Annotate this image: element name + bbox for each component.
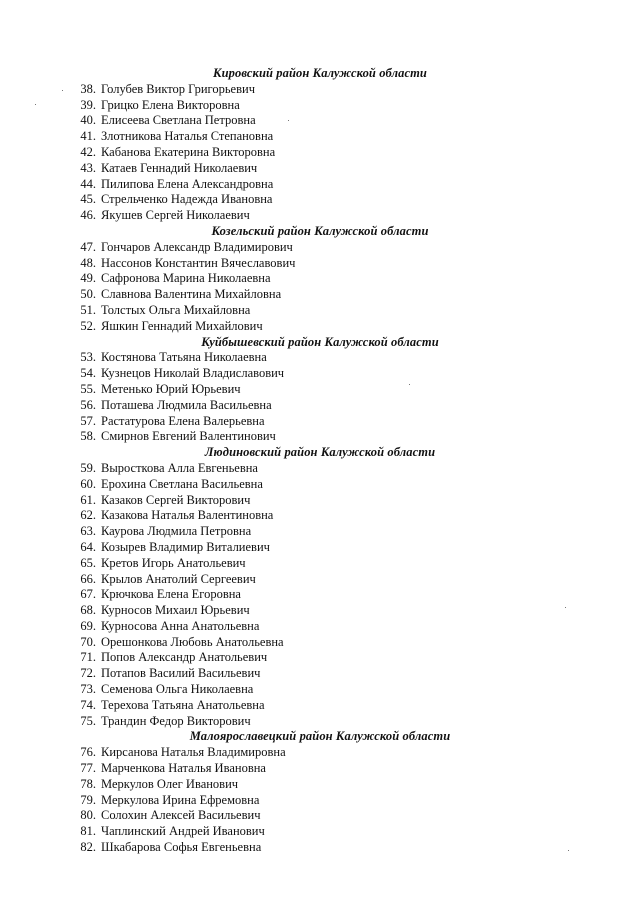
list-item [0,303,640,319]
list-item [0,287,640,303]
person-name: Попов Александр Анатольевич [101,650,268,665]
list-item [0,350,640,366]
list-item [0,493,640,509]
item-number: 80. [80,808,96,823]
list-item [0,319,640,335]
person-name: Нассонов Константин Вячеславович [101,255,296,270]
item-number: 47. [80,239,96,254]
item-number: 51. [80,302,96,317]
list-item [0,603,640,619]
person-name: Меркулов Олег Иванович [101,776,239,791]
item-number: 79. [80,792,96,807]
item-number: 52. [80,318,96,333]
person-name: Терехова Татьяна Анатольевна [101,697,265,712]
item-number: 61. [80,492,96,507]
person-name: Ерохина Светлана Васильевна [101,476,263,491]
item-number: 68. [80,603,96,618]
list-item [0,461,640,477]
person-name: Семенова Ольга Николаевна [101,682,254,697]
section-heading: Козельский район Калужской области [211,223,429,238]
item-number: 63. [80,524,96,539]
list-item [0,777,640,793]
person-name: Пилипова Елена Александровна [101,176,274,191]
list-item [0,635,640,651]
item-number: 39. [80,97,96,112]
item-number: 66. [80,571,96,586]
person-name: Толстых Ольга Михайловна [101,302,251,317]
item-number: 50. [80,287,96,302]
person-name: Шкабарова Софья Евгеньевна [101,840,262,855]
list-item [0,793,640,809]
item-number: 75. [80,713,96,728]
item-number: 77. [80,761,96,776]
person-name: Сафронова Марина Николаевна [101,271,271,286]
scan-speck [35,104,36,105]
person-name: Курносов Михаил Юрьевич [101,603,250,618]
item-number: 70. [80,634,96,649]
list-item [0,824,640,840]
person-name: Костянова Татьяна Николаевна [101,350,267,365]
item-number: 55. [80,381,96,396]
item-number: 71. [80,650,96,665]
list-item [0,256,640,272]
item-number: 44. [80,176,96,191]
item-number: 60. [80,476,96,491]
person-name: Марченкова Наталья Ивановна [101,761,266,776]
person-name: Орешонкова Любовь Анатольевна [101,634,284,649]
person-name: Катаев Геннадий Николаевич [101,160,258,175]
list-item [0,714,640,730]
list-item [0,745,640,761]
list-item [0,619,640,635]
scan-speck [568,850,569,851]
person-name: Кузнецов Николай Владиславович [101,366,285,381]
person-name: Крючкова Елена Егоровна [101,587,241,602]
item-number: 72. [80,666,96,681]
item-number: 74. [80,697,96,712]
list-item [0,587,640,603]
item-number: 58. [80,429,96,444]
item-number: 43. [80,160,96,175]
person-name: Злотникова Наталья Степановна [101,129,274,144]
item-number: 76. [80,745,96,760]
item-number: 54. [80,366,96,381]
person-name: Славнова Валентина Михайловна [101,287,282,302]
list-item [0,82,640,98]
scan-speck [62,90,63,91]
list-item [0,840,640,856]
person-name: Трандин Федор Викторович [101,713,251,728]
person-name: Поташева Людмила Васильевна [101,397,272,412]
person-name: Кретов Игорь Анатольевич [101,555,246,570]
list-item [0,682,640,698]
item-number: 45. [80,192,96,207]
list-item [0,366,640,382]
list-item [0,761,640,777]
person-name: Яшкин Геннадий Михайлович [101,318,263,333]
scan-speck [288,120,289,121]
list-item [0,382,640,398]
item-number: 67. [80,587,96,602]
person-name: Грицко Елена Викторовна [101,97,240,112]
person-name: Смирнов Евгений Валентинович [101,429,276,444]
person-name: Курносова Анна Анатольевна [101,618,260,633]
person-name: Козырев Владимир Виталиевич [101,539,270,554]
list-item [0,161,640,177]
item-number: 57. [80,413,96,428]
person-name: Потапов Василий Васильевич [101,666,261,681]
item-number: 53. [80,350,96,365]
person-name: Гончаров Александр Владимирович [101,239,293,254]
list-item [0,556,640,572]
person-name: Меркулова Ирина Ефремовна [101,792,260,807]
item-number: 65. [80,555,96,570]
item-number: 69. [80,618,96,633]
person-name: Голубев Виктор Григорьевич [101,81,255,96]
person-name: Кабанова Екатерина Викторовна [101,144,276,159]
item-number: 38. [80,81,96,96]
person-name: Стрельченко Надежда Ивановна [101,192,273,207]
list-item [0,129,640,145]
item-number: 78. [80,776,96,791]
person-name: Казакова Наталья Валентиновна [101,508,274,523]
item-number: 40. [80,113,96,128]
list-item [0,572,640,588]
person-name: Чаплинский Андрей Иванович [101,824,265,839]
list-item [0,414,640,430]
list-item [0,208,640,224]
document-page [0,66,640,856]
scan-speck [565,607,566,608]
person-name: Якушев Сергей Николаевич [101,208,250,223]
item-number: 62. [80,508,96,523]
person-name: Каурова Людмила Петровна [101,524,252,539]
list-item [0,271,640,287]
person-name: Крылов Анатолий Сергеевич [101,571,256,586]
person-name: Казаков Сергей Викторович [101,492,251,507]
list-item [0,192,640,208]
item-number: 49. [80,271,96,286]
section-heading: Малоярославецкий район Калужской области [189,729,451,744]
list-item [0,477,640,493]
person-name: Выросткова Алла Евгеньевна [101,460,258,475]
list-item [0,698,640,714]
section-heading: Кировский район Калужской области [213,66,427,80]
person-name: Кирсанова Наталья Владимировна [101,745,286,760]
item-number: 42. [80,144,96,159]
list-item [0,240,640,256]
list-item [0,398,640,414]
person-name: Елисеева Светлана Петровна [101,113,256,128]
item-number: 81. [80,824,96,839]
item-number: 59. [80,460,96,475]
person-name: Растатурова Елена Валерьевна [101,413,265,428]
list-item [0,98,640,114]
list-item [0,113,640,129]
list-item [0,650,640,666]
list-item [0,429,640,445]
item-number: 64. [80,539,96,554]
scan-speck [409,384,410,385]
list-item [0,540,640,556]
item-number: 56. [80,397,96,412]
section-heading: Куйбышевский район Калужской области [201,334,439,349]
list-item [0,177,640,193]
person-name: Солохин Алексей Васильевич [101,808,261,823]
item-number: 48. [80,255,96,270]
item-number: 46. [80,208,96,223]
section-heading: Людиновский район Калужской области [204,445,436,460]
list-item [0,666,640,682]
list-item [0,508,640,524]
list-item [0,524,640,540]
item-number: 41. [80,129,96,144]
item-number: 73. [80,682,96,697]
list-item [0,145,640,161]
person-name: Метенько Юрий Юрьевич [101,381,241,396]
list-item [0,808,640,824]
item-number: 82. [80,840,96,855]
